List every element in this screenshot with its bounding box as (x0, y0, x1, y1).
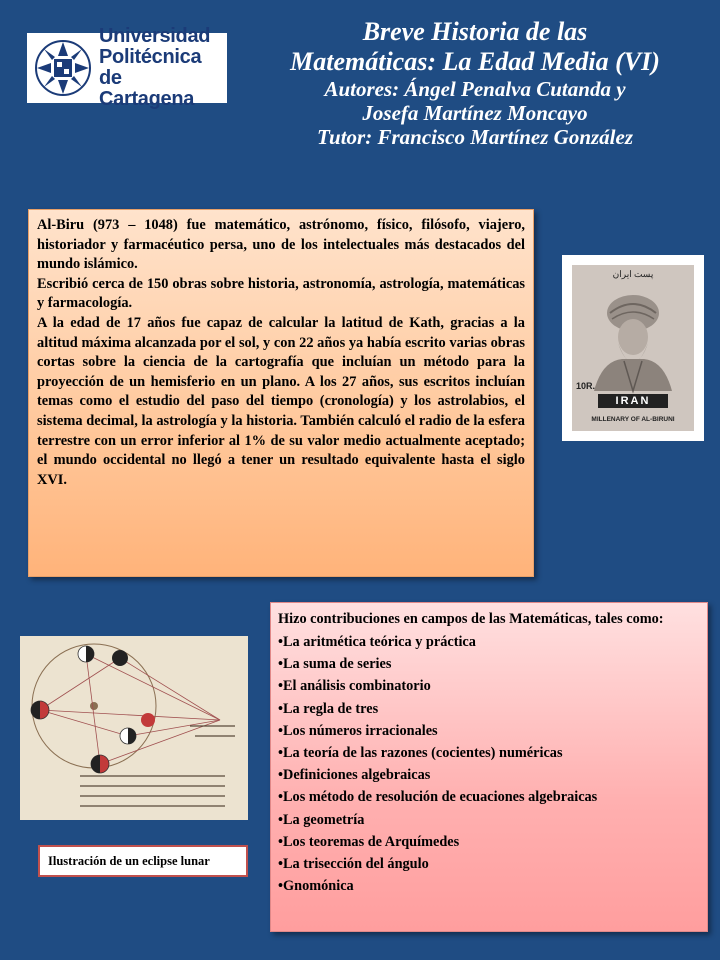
list-item: •La geometría (278, 811, 365, 828)
contributions-list (278, 631, 700, 897)
logo-text (99, 26, 221, 110)
bio-paragraph-3: A la edad de 17 años fue capaz de calcular la latitud de Kath, gracias a la altitud máxima alcanzada por el sol, y con 22 años ya había escrito varias obras cortas sobre la ciencia de la cartografía que incluían un método para la proyección de un hemisferio en un plano. A los 27 años, sus escritos incluían temas como el estudio del paso del tiempo (cronología) y los astrolabios, el sistema decimal, la astrología y la historia. También calculó el radio de la esfera terrestre con un error inferior al 1% de su valor medio actualmente aceptado; el mundo occidental no llegó a tener un resultado equivalente hasta el siglo XVI. (37, 314, 525, 488)
list-item: •La aritmética teórica y práctica (278, 634, 476, 650)
authors-line-1: Autores: Ángel Penalva Cutanda y (324, 77, 626, 101)
list-item: •La trisección del ángulo (278, 856, 429, 873)
biography-panel (28, 209, 534, 577)
logo-line-1: Universidad (99, 25, 211, 47)
stamp-country: IRAN (598, 394, 668, 408)
stamp-caption: MILLENARY OF AL-BIRUNI (591, 416, 675, 423)
contributions-panel (270, 602, 708, 932)
logo-line-3: de Cartagena (99, 67, 195, 110)
eclipse-caption: Ilustración de un eclipse lunar (38, 845, 248, 877)
bio-paragraph-2: Escribió cerca de 150 obras sobre historia, astronomía, astrología, matemáticas y farmacología. (37, 275, 525, 312)
lunar-eclipse-diagram (20, 636, 248, 820)
list-item: •La suma de series (278, 656, 392, 673)
authors-line-2: Josefa Martínez Moncayo (362, 101, 588, 125)
stamp-value: 10R. (576, 381, 596, 391)
list-item: •El análisis combinatorio (278, 678, 431, 695)
header (240, 17, 710, 149)
list-item: •La regla de tres (278, 700, 379, 717)
university-logo (27, 25, 227, 110)
contributions-intro: Hizo contribuciones en campos de las Matemáticas, tales como: (278, 611, 664, 627)
logo-line-2: Politécnica (99, 46, 202, 68)
stamp-top-text: پست ایران (612, 269, 654, 279)
eclipse-illustration (20, 636, 248, 820)
list-item: •Los método de resolución de ecuaciones algebraicas (278, 789, 598, 806)
tutor: Tutor: Francisco Martínez González (316, 125, 633, 149)
al-biruni-stamp (562, 255, 704, 441)
list-item: •Definiciones algebraicas (278, 767, 431, 784)
title-line-1: Breve Historia de las (362, 17, 588, 46)
bio-paragraph-1: Al-Biru (973 – 1048) fue matemático, astrónomo, físico, filósofo, viajero, historiador y farmacéutico persa, uno de los intelectuales más destacados del mundo islámico. (37, 217, 525, 273)
list-item: •Los teoremas de Arquímedes (278, 833, 460, 850)
title-line-2: Matemáticas: La Edad Media (VI) (290, 47, 660, 76)
list-item: •Los números irracionales (278, 722, 438, 739)
stamp-image (572, 265, 694, 431)
list-item: •Gnomónica (278, 878, 354, 895)
upct-emblem-icon (33, 38, 93, 98)
list-item: •La teoría de las razones (cocientes) numéricas (278, 745, 563, 762)
